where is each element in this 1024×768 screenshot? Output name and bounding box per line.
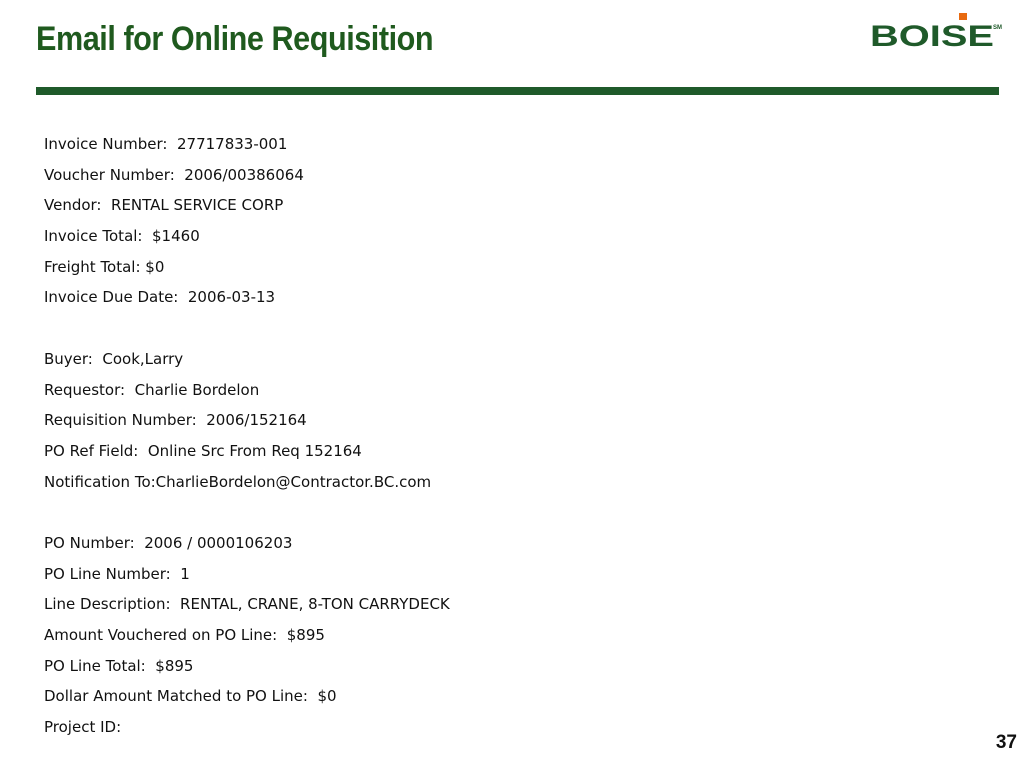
detail-line: Dollar Amount Matched to PO Line: $0 [44, 687, 337, 706]
blank-line [44, 317, 450, 348]
detail-line: Buyer: Cook,Larry [44, 349, 184, 368]
title-divider [36, 87, 999, 95]
detail-line: Invoice Due Date: 2006-03-13 [44, 288, 276, 307]
detail-line: Amount Vouchered on PO Line: $895 [44, 626, 325, 644]
detail-line: PO Number: 2006 / 0000106203 [44, 533, 293, 552]
detail-line: Project ID: [44, 718, 122, 737]
logo-accent-mark [959, 13, 967, 20]
detail-line: Freight Total: $0 [44, 257, 165, 276]
detail-line: Line Description: RENTAL, CRANE, 8-TON CARRYDECK [44, 595, 450, 614]
email-details [44, 133, 450, 747]
detail-line: PO Line Total: $895 [44, 656, 194, 675]
slide-title: Email for Online Requisition [36, 20, 434, 58]
logo-wordmark: BOISE [870, 20, 994, 53]
detail-line: Notification To:CharlieBordelon@Contractor.BC.com [44, 472, 432, 491]
detail-line: Voucher Number: 2006/00386064 [44, 165, 304, 184]
page-number: 37 [995, 732, 1017, 753]
detail-line: PO Ref Field: Online Src From Req 152164 [44, 441, 362, 460]
blank-line [44, 501, 450, 532]
detail-line: PO Line Number: 1 [44, 564, 190, 583]
logo-service-mark: SM [993, 25, 1002, 31]
detail-line: Invoice Number: 27717833-001 [44, 135, 288, 153]
detail-line: Requestor: Charlie Bordelon [44, 380, 260, 399]
boise-logo [869, 12, 1002, 53]
detail-line: Requisition Number: 2006/152164 [44, 411, 307, 430]
detail-line: Invoice Total: $1460 [44, 227, 200, 246]
detail-line: Vendor: RENTAL SERVICE CORP [44, 196, 284, 215]
